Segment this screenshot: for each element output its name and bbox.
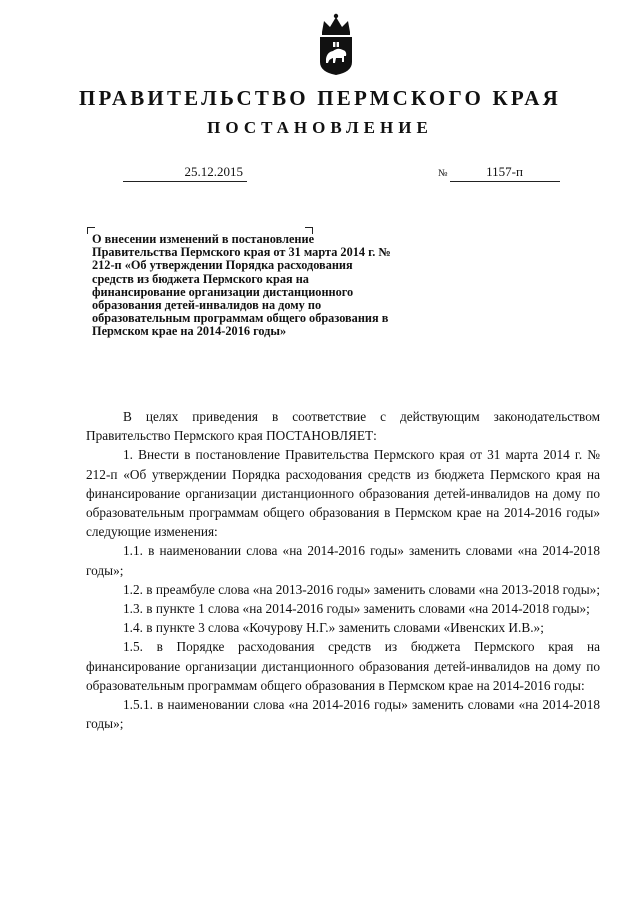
body-paragraph: 1. Внести в постановление Правительства Пермского края от 31 марта 2014 г. № 212-п «Об утверждении Порядка расходования средств из бюджета Пермского края на финансирование организации дистанционного образования детей-инвалидов на дому по образовательным программам общего образования в Пермском крае на 2014-2016 годы» следующие изменения: — [86, 447, 600, 540]
document-type: ПОСТАНОВЛЕНИЕ — [207, 118, 433, 137]
body-paragraph: 1.5.1. в наименовании слова «на 2014-2016 годы» заменить словами «на 2014-2018 годы»; — [86, 697, 600, 732]
number-sign: № — [438, 168, 448, 179]
body-paragraph: 1.2. в преамбуле слова «на 2013-2016 годы» заменить словами «на 2013-2018 годы»; — [123, 581, 601, 597]
document-date: 25.12.2015 — [123, 164, 247, 182]
body-paragraph: 1.5. в Порядке расходования средств из бюджета Пермского края на финансирование организации дистанционного образования детей-инвалидов на дому по образовательным программам общего образования в Пермском крае на 2014-2016 годы: — [86, 639, 600, 693]
body-paragraph: 1.3. в пункте 1 слова «на 2014-2016 годы» заменить словами «на 2014-2018 годы»; — [123, 601, 590, 617]
document-number-line — [438, 164, 560, 182]
body-paragraph: 1.1. в наименовании слова «на 2014-2016 годы» заменить словами «на 2014-2018 годы»; — [86, 543, 600, 578]
perm-krai-coat-of-arms-icon — [314, 12, 358, 76]
government-name: ПРАВИТЕЛЬСТВО ПЕРМСКОГО КРАЯ — [78, 86, 561, 110]
body-paragraph: 1.4. в пункте 3 слова «Кочурову Н.Г.» заменить словами «Ивенских И.В.»; — [123, 620, 544, 636]
document-body — [86, 407, 600, 733]
body-paragraph: В целях приведения в соответствие с действующим законодательством Правительство Пермского края ПОСТАНОВЛЯЕТ: — [86, 409, 600, 444]
document-subject: О внесении изменений в постановление Правительства Пермского края от 31 марта 2014 г. № 212-п «Об утверждении Порядка расходования средств из бюджета Пермского края на финансирование организации дистанционного образования детей-инвалидов на дому по образовательным программам общего образования в Пермском крае на 2014-2016 годы» — [92, 232, 391, 339]
document-number: 1157-п — [450, 164, 560, 182]
